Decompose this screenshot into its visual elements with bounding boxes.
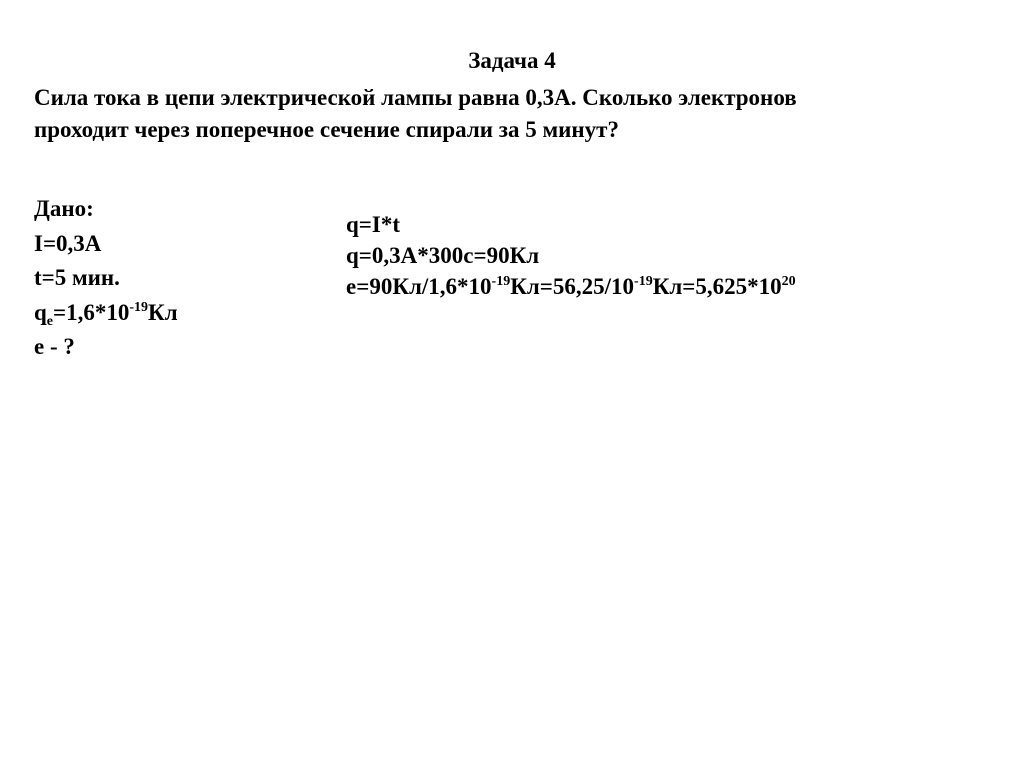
given-block (34, 192, 178, 365)
given-current: I=0,3А (34, 230, 102, 256)
result-exponent-3: 20 (781, 274, 796, 289)
result-part-1: е=90Кл/1,6*10 (346, 274, 492, 299)
given-electron-charge (34, 296, 178, 331)
charge-exponent: -19 (129, 299, 149, 315)
result-part-3: Кл=5,625*10 (652, 274, 782, 299)
result-part-2: Кл=56,25/10 (510, 274, 635, 299)
charge-subscript: e (46, 313, 54, 329)
solution-block (346, 209, 796, 302)
result-exponent-2: -19 (634, 274, 653, 289)
charge-unit: Кл (148, 299, 178, 325)
task-title: Задача 4 (468, 48, 556, 73)
problem-line-2: проходит через поперечное сечение спирали за 5 минут? (34, 117, 619, 142)
charge-value: =1,6*10 (53, 299, 130, 325)
given-time: t=5 мин. (34, 265, 120, 290)
solution-formula: q=I*t (346, 212, 401, 237)
problem-statement (34, 82, 1004, 146)
given-heading: Дано: (34, 196, 94, 221)
solution-result (346, 271, 796, 302)
problem-line-1: Сила тока в цепи электрической лампы равна 0,3А. Сколько электронов (34, 85, 797, 110)
solution-charge-calc: q=0,3А*300с=90Кл (346, 243, 540, 268)
given-unknown: е - ? (34, 334, 75, 359)
charge-symbol: q (34, 299, 47, 325)
result-exponent-1: -19 (491, 274, 511, 289)
